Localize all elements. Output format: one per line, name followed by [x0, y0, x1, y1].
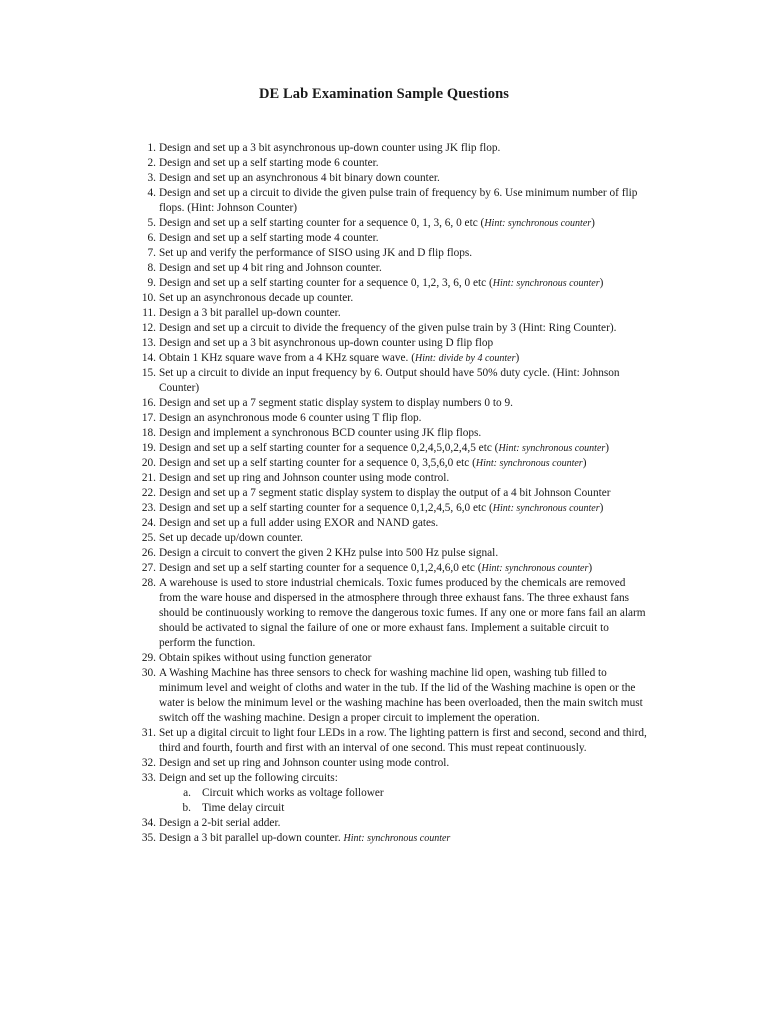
question-item [138, 456, 648, 471]
question-number: 3 . [138, 171, 156, 186]
question-item [138, 771, 648, 816]
question-item [138, 651, 648, 666]
sub-question-label: b . [179, 801, 191, 816]
question-item [138, 231, 648, 246]
question-number: 27 . [138, 561, 156, 576]
question-number: 10 . [138, 291, 156, 306]
question-number: 8 . [138, 261, 156, 276]
question-item [138, 666, 648, 726]
question-text: Design a 3 bit parallel up-down counter. [159, 832, 344, 844]
question-item [138, 186, 648, 216]
question-text: Design and set up a 7 segment static display system to display the output of a 4 bit Johnson Counter [159, 487, 611, 499]
question-item [138, 426, 648, 441]
question-text: A Washing Machine has three sensors to check for washing machine lid open, washing tub filled to minimum level and weight of cloths and water in the tub. If the lid of the Washing machine is open or the water is below the minimum level or the washing machine has been overloaded, then the main switch must switch off the washing machine. Design a proper circuit to implement the operation. [159, 667, 643, 724]
question-item [138, 726, 648, 756]
question-number: 35 . [138, 831, 156, 846]
question-text: Set up decade up/down counter. [159, 532, 303, 544]
question-text: Design and set up an asynchronous 4 bit binary down counter. [159, 172, 440, 184]
question-number: 5 . [138, 216, 156, 231]
sub-question-item [179, 801, 648, 816]
question-number: 28 . [138, 576, 156, 591]
question-number: 18 . [138, 426, 156, 441]
question-number: 26 . [138, 546, 156, 561]
question-number: 7 . [138, 246, 156, 261]
question-item [138, 291, 648, 306]
question-text: Design and set up a self starting counter for a sequence 0,1,2,4,6,0 etc ( [159, 562, 482, 574]
question-text-end: ) [599, 502, 604, 514]
document-title: DE Lab Examination Sample Questions [258, 86, 510, 102]
question-number: 9 . [138, 276, 156, 291]
question-item [138, 501, 648, 516]
question-item [138, 336, 648, 351]
question-item [138, 516, 648, 531]
question-text-end: ) [605, 442, 610, 454]
question-text: Design and set up a self starting mode 6 counter. [159, 157, 379, 169]
question-text: Design and set up a self starting counter for a sequence 0, 1, 3, 6, 0 etc ( [159, 217, 485, 229]
question-text-end: ) [599, 277, 604, 289]
question-text: Design and set up a circuit to divide the given pulse train of frequency by 6. Use minimum number of flip flops. (Hint: Johnson Counter) [159, 187, 638, 214]
question-number: 24 . [138, 516, 156, 531]
question-text: Design a 3 bit parallel up-down counter. [159, 307, 341, 319]
question-hint: Hint: synchronous counter [492, 503, 600, 514]
question-hint: Hint: synchronous counter [475, 458, 583, 469]
question-text-end: ) [588, 562, 593, 574]
question-item [138, 216, 648, 231]
question-number: 16 . [138, 396, 156, 411]
question-item [138, 366, 648, 396]
question-item [138, 441, 648, 456]
question-item [138, 321, 648, 336]
question-text: Design and set up a 3 bit asynchronous up-down counter using D flip flop [159, 337, 494, 349]
question-text-end: ) [591, 217, 595, 229]
question-text: Design and set up a full adder using EXOR and NAND gates. [159, 517, 439, 529]
question-item [138, 576, 648, 651]
question-hint: Hint: synchronous counter [343, 833, 451, 844]
question-item [138, 171, 648, 186]
question-text: Design and set up a circuit to divide the frequency of the given pulse train by 3 (Hint: Ring Counter). [159, 322, 617, 334]
question-text: Design and set up ring and Johnson counter using mode control. [159, 472, 450, 484]
question-item [138, 561, 648, 576]
question-text: Set up a circuit to divide an input frequency by 6. Output should have 50% duty cycle. (Hint: Johnson Counter) [159, 367, 620, 394]
question-number: 20 . [138, 456, 156, 471]
question-text: Design and set up a self starting counter for a sequence 0, 3,5,6,0 etc ( [159, 457, 476, 469]
question-text: Design and set up a self starting mode 4 counter. [159, 232, 379, 244]
question-hint: Hint: synchronous counter [492, 278, 600, 289]
question-number: 1 . [138, 141, 156, 156]
sub-question-text: Time delay circuit [202, 802, 285, 814]
question-hint: Hint: synchronous counter [498, 443, 606, 454]
question-hint: Hint: synchronous counter [484, 218, 592, 229]
question-number: 6 . [138, 231, 156, 246]
question-number: 4 . [138, 186, 156, 201]
question-text: Set up an asynchronous decade up counter. [159, 292, 354, 304]
question-number: 13 . [138, 336, 156, 351]
question-text: Design and set up a self starting counter for a sequence 0,2,4,5,0,2,4,5 etc ( [159, 442, 499, 454]
question-number: 15 . [138, 366, 156, 381]
sub-question-list [159, 786, 648, 816]
question-item [138, 486, 648, 501]
question-number: 29 . [138, 651, 156, 666]
question-text: Design and set up 4 bit ring and Johnson counter. [159, 262, 382, 274]
question-item [138, 471, 648, 486]
question-item [138, 306, 648, 321]
question-text: Design and set up a self starting counter for a sequence 0, 1,2, 3, 6, 0 etc ( [159, 277, 493, 289]
question-number: 22 . [138, 486, 156, 501]
question-hint: Hint: synchronous counter [481, 563, 589, 574]
question-item [138, 396, 648, 411]
question-text: Design an asynchronous mode 6 counter using T flip flop. [159, 412, 422, 424]
sub-question-item [179, 786, 648, 801]
question-number: 31 . [138, 726, 156, 741]
question-item [138, 156, 648, 171]
question-number: 23 . [138, 501, 156, 516]
question-item [138, 411, 648, 426]
question-hint: Hint: divide by 4 counter [414, 353, 516, 364]
question-item [138, 141, 648, 156]
question-item [138, 816, 648, 831]
question-item [138, 276, 648, 291]
question-text: Set up and verify the performance of SISO using JK and D flip flops. [159, 247, 473, 259]
question-item [138, 546, 648, 561]
question-item [138, 756, 648, 771]
question-text: Design and implement a synchronous BCD counter using JK flip flops. [159, 427, 482, 439]
question-item [138, 831, 648, 846]
question-item [138, 261, 648, 276]
question-number: 17 . [138, 411, 156, 426]
question-number: 30 . [138, 666, 156, 681]
question-item [138, 246, 648, 261]
question-item [138, 351, 648, 366]
question-number: 33 . [138, 771, 156, 786]
question-text: A warehouse is used to store industrial chemicals. Toxic fumes produced by the chemicals are removed from the ware house and dispersed in the atmosphere through three exhaust fans. The three exhaust fans should be continuously working to remove the dangerous toxic fumes. If any one or more fans fail an alarm should be activated to signal the failure of one or more exhaust fans. Implement a suitable circuit to perform the function. [159, 577, 646, 649]
question-text-end: ) [582, 457, 587, 469]
question-number: 12 . [138, 321, 156, 336]
question-number: 21 . [138, 471, 156, 486]
question-text: Obtain spikes without using function generator [159, 652, 372, 664]
question-number: 19 . [138, 441, 156, 456]
question-text: Design and set up ring and Johnson counter using mode control. [159, 757, 450, 769]
question-text: Design a circuit to convert the given 2 KHz pulse into 500 Hz pulse signal. [159, 547, 499, 559]
question-text: Design and set up a self starting counter for a sequence 0,1,2,4,5, 6,0 etc ( [159, 502, 493, 514]
sub-question-label: a . [179, 786, 191, 801]
question-list [138, 141, 648, 846]
question-text-end: ) [515, 352, 520, 364]
sub-question-text: Circuit which works as voltage follower [202, 787, 384, 799]
question-text: Deign and set up the following circuits: [159, 772, 338, 784]
question-item [138, 531, 648, 546]
question-number: 2 . [138, 156, 156, 171]
question-text: Set up a digital circuit to light four LEDs in a row. The lighting pattern is first and second, second and third, third and fourth, fourth and first with an interval of one second. This must repeat continuously. [159, 727, 647, 754]
question-text: Obtain 1 KHz square wave from a 4 KHz square wave. ( [159, 352, 415, 364]
question-text: Design and set up a 3 bit asynchronous up-down counter using JK flip flop. [159, 142, 501, 154]
question-number: 14 . [138, 351, 156, 366]
question-number: 11 . [138, 306, 156, 321]
question-number: 34 . [138, 816, 156, 831]
question-number: 25 . [138, 531, 156, 546]
question-text: Design a 2-bit serial adder. [159, 817, 281, 829]
question-text: Design and set up a 7 segment static display system to display numbers 0 to 9. [159, 397, 513, 409]
question-number: 32 . [138, 756, 156, 771]
